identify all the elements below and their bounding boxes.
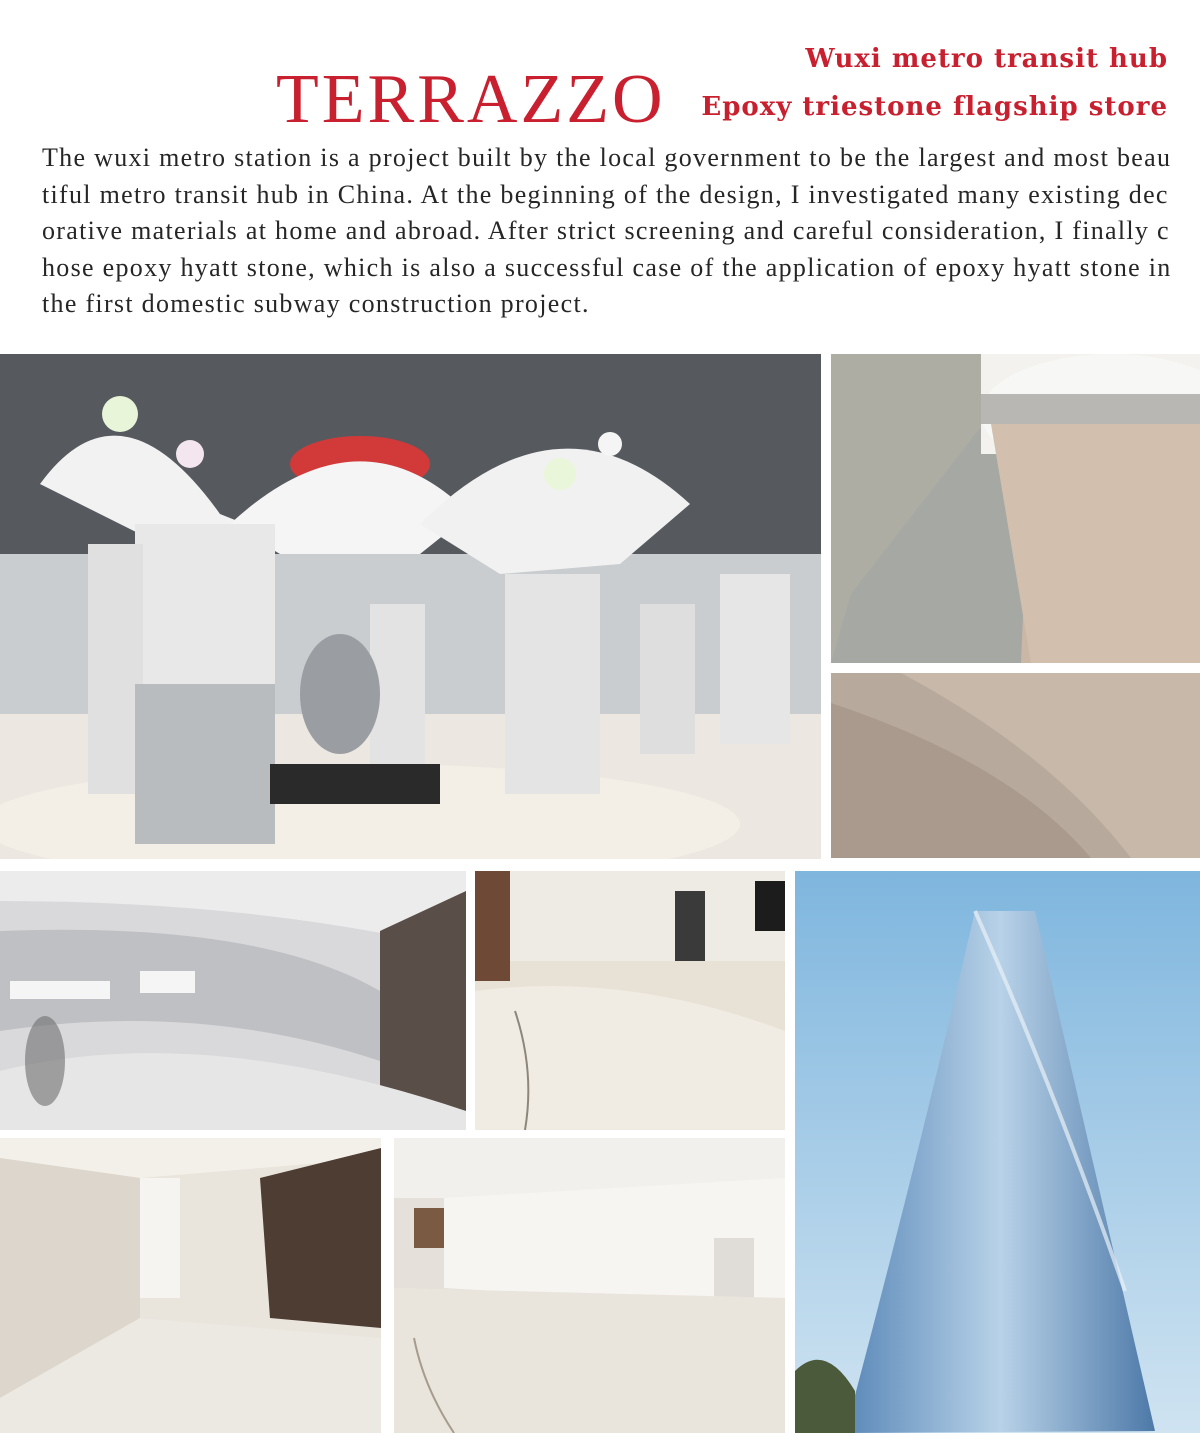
header-subtitle-line2: Epoxy triestone flagship store bbox=[701, 92, 1168, 122]
terrazzo-floor-glass-detail-photo bbox=[831, 354, 1200, 663]
inlaid-floor-corridor-photo bbox=[475, 871, 785, 1130]
terrazzo-surface-closeup-photo bbox=[831, 673, 1200, 858]
metro-hall-columns-photo bbox=[0, 354, 821, 859]
intro-paragraph: The wuxi metro station is a project built by the local government to be the largest and most beautiful metro transit hub in China. At the beginning of the design, I investigated many existing decorative materials at home and abroad. After strict screening and careful consideration, I finally chose epoxy hyatt stone, which is also a successful case of the application of epoxy hyatt stone in the first domestic subway construction project. bbox=[42, 143, 1172, 318]
header-subtitle-line1: Wuxi metro transit hub bbox=[805, 44, 1168, 74]
white-hall-photo bbox=[394, 1138, 785, 1433]
curved-corridor-photo bbox=[0, 871, 466, 1130]
long-curved-hallway-photo bbox=[0, 1138, 381, 1433]
skyscraper-photo bbox=[795, 871, 1200, 1433]
brand-title: TERRAZZO bbox=[276, 61, 666, 138]
